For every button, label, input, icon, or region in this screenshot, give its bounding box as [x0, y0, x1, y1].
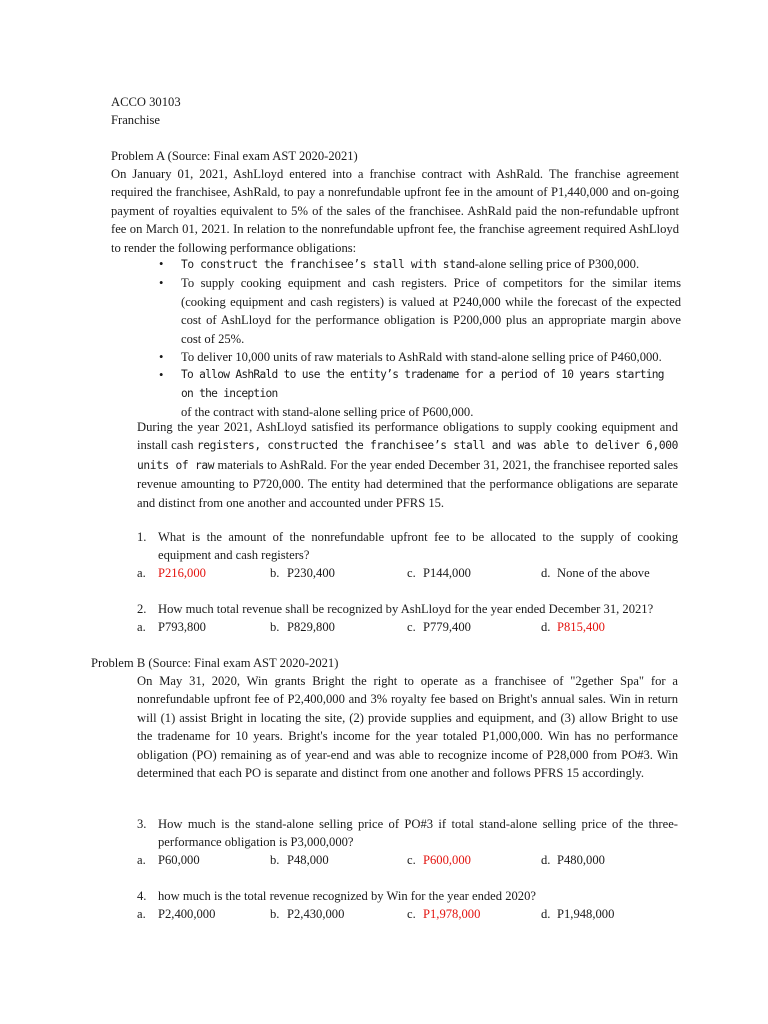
course-code: ACCO 30103: [111, 95, 181, 109]
choice-letter: a.: [137, 853, 146, 867]
question-text: How much is the stand-alone selling price of PO#3 if total stand-alone selling price of the three-performance obligation is P3,000,000?: [158, 817, 678, 850]
question-text: What is the amount of the nonrefundable upfront fee to be allocated to the supply of cooking equipment and cash registers?: [158, 530, 678, 563]
problem-b-title: Problem B (Source: Final exam AST 2020-2021): [91, 656, 339, 670]
choice-value: P480,000: [557, 853, 605, 867]
choice-value: P144,000: [423, 566, 471, 580]
question-text: How much total revenue shall be recognized by AshLloyd for the year ended December 31, 2021?: [158, 602, 654, 616]
bullet-icon: •: [159, 350, 164, 365]
obligation-item: [159, 255, 681, 274]
question-4: [137, 887, 678, 905]
obligation-lead: To allow AshRald to use the entity’s tradename for a period of 10 years starting on the inception: [181, 368, 664, 400]
obligation-text: To deliver 10,000 units of raw materials to AshRald with stand-alone selling price of P460,000.: [181, 350, 662, 365]
choice-letter: d.: [541, 566, 551, 580]
question-number: 4.: [137, 889, 147, 903]
choice-letter: d.: [541, 853, 551, 867]
choice-letter: c.: [407, 907, 416, 921]
question-3-choices: [137, 851, 697, 869]
problem-b-intro: On May 31, 2020, Win grants Bright the right to operate as a franchisee of "2gether Spa" for a nonrefundable upfront fee of P2,400,000 and 3% royalty fee based on Bright's annual sales. Win in return will (1) assist Bright in locating the site, (2) provide supplies and equipment, and (3) allow Bright to use the tradename for 10 years. Bright's income for the year totaled P1,000,000. Win has no performance obligation (PO) remaining as of year-end and was able to recognize income of P28,000 from PO#3. Win determined that each PO is separate and distinct from one another and follows PFRS 15 accordingly.: [137, 674, 678, 781]
question-2-choices: [137, 618, 697, 636]
choice-value-answer: P1,978,000: [423, 907, 481, 921]
question-number: 2.: [137, 602, 147, 616]
choice-value: P829,800: [287, 620, 335, 634]
performance-obligations-list: [159, 255, 681, 422]
problem-a-title: Problem A (Source: Final exam AST 2020-2021): [111, 149, 358, 163]
obligation-text: of the contract with stand-alone selling price of P600,000.: [181, 405, 474, 420]
choice-letter: b.: [270, 566, 280, 580]
question-1-choices: [137, 564, 697, 582]
obligation-lead: To construct the franchisee’s stall with stand: [181, 258, 475, 271]
choice-value: None of the above: [557, 566, 650, 580]
paragraph-start: During the year 2021, AshLloyd satisfied its performance obligations to supply cooking equipment and install cash: [137, 420, 678, 453]
choice-value-answer: P216,000: [158, 566, 206, 580]
choice-value: P1,948,000: [557, 907, 615, 921]
paragraph-mono: registers, constructed the franchisee’s stall and was able to deliver 6,000 units of raw: [137, 439, 678, 472]
obligation-item: [159, 274, 681, 348]
choice-value: P2,430,000: [287, 907, 345, 921]
choice-letter: a.: [137, 620, 146, 634]
question-text: how much is the total revenue recognized by Win for the year ended 2020?: [158, 889, 536, 903]
choice-letter: c.: [407, 853, 416, 867]
choice-letter: d.: [541, 907, 551, 921]
choice-value: P779,400: [423, 620, 471, 634]
choice-value: P793,800: [158, 620, 206, 634]
obligation-item: [159, 366, 681, 421]
obligation-text: -alone selling price of P300,000.: [474, 257, 640, 271]
choice-letter: a.: [137, 907, 146, 921]
question-number: 1.: [137, 530, 147, 544]
problem-a-paragraph: [137, 418, 678, 512]
choice-value: P48,000: [287, 853, 329, 867]
choice-value: P60,000: [158, 853, 200, 867]
obligation-item: [159, 348, 681, 366]
choice-letter: b.: [270, 853, 280, 867]
obligation-text: To supply cooking equipment and cash registers. Price of competitors for the similar items (cooking equipment and cash registers) is valued at P240,000 while the forecast of the expected cost of AshLloyd for the performance obligation is P200,000 plus an appropriate margin above cost of 25%.: [181, 276, 681, 346]
choice-value: P230,400: [287, 566, 335, 580]
question-number: 3.: [137, 817, 147, 831]
choice-value-answer: P600,000: [423, 853, 471, 867]
choice-letter: a.: [137, 566, 146, 580]
bullet-icon: •: [159, 276, 164, 291]
question-4-choices: [137, 905, 697, 923]
question-2: [137, 600, 678, 618]
choice-letter: c.: [407, 566, 416, 580]
question-3: [137, 815, 678, 851]
problem-a-intro: On January 01, 2021, AshLloyd entered into a franchise contract with AshRald. The franchise agreement required the franchisee, AshRald, to pay a nonrefundable upfront fee in the amount of P1,440,000 and on-going payment of royalties equivalent to 5% of the sales of the franchisee. AshRald paid the non-refundable upfront fee on March 01, 2021. In relation to the nonrefundable upfront fee, the franchise agreement required AshLloyd to render the following performance obligations:: [111, 167, 679, 255]
choice-letter: b.: [270, 620, 280, 634]
choice-letter: d.: [541, 620, 551, 634]
choice-letter: b.: [270, 907, 280, 921]
paragraph-end: materials to AshRald. For the year ended December 31, 2021, the franchisee reported sales revenue amounting to P720,000. The entity had determined that the performance obligations are separate and distinct from one another and accounted under PFRS 15.: [137, 457, 678, 510]
bullet-icon: •: [159, 257, 164, 271]
choice-value: P2,400,000: [158, 907, 216, 921]
topic-title: Franchise: [111, 113, 160, 127]
choice-letter: c.: [407, 620, 416, 634]
choice-value-answer: P815,400: [557, 620, 605, 634]
bullet-icon: •: [159, 368, 164, 383]
